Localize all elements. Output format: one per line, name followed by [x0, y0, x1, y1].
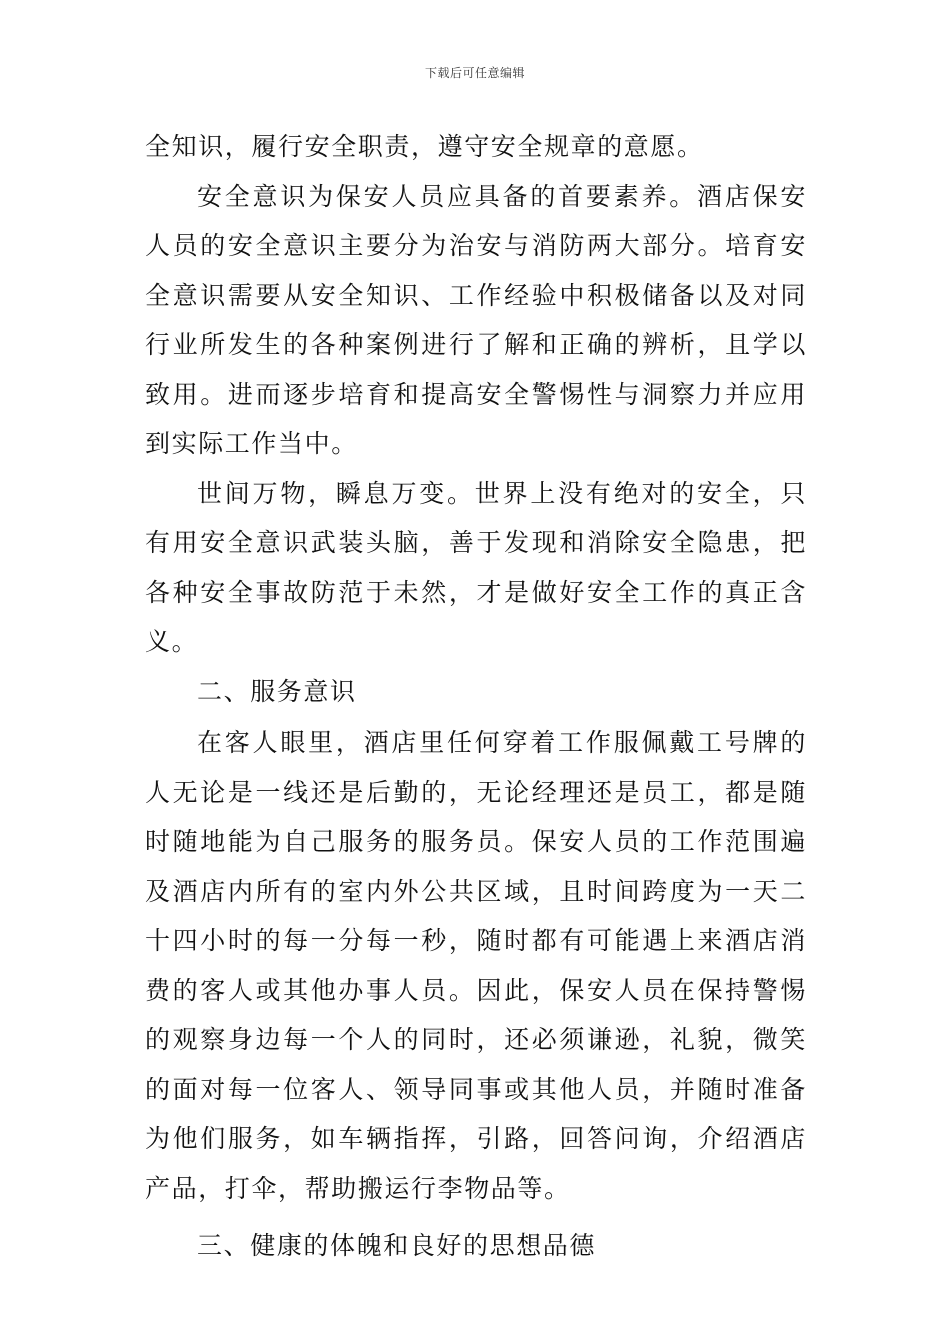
paragraph-safety-meaning: 世间万物，瞬息万变。世界上没有绝对的安全，只有用安全意识武装头脑，善于发现和消除安全隐患，把各种安全事故防范于未然，才是做好安全工作的真正含义。 [145, 478, 807, 656]
paragraph-continuation: 全知识，履行安全职责，遵守安全规章的意愿。 [145, 132, 704, 161]
paragraph-safety-awareness: 安全意识为保安人员应具备的首要素养。酒店保安人员的安全意识主要分为治安与消防两大部分。培育安全意识需要从安全知识、工作经验中积极储备以及对同行业所发生的各种案例进行了解和正确的辨析，且学以致用。进而逐步培育和提高安全警惕性与洞察力并应用到实际工作当中。 [145, 181, 807, 458]
paragraph-service-awareness: 在客人眼里，酒店里任何穿着工作服佩戴工号牌的人无论是一线还是后勤的，无论经理还是员工，都是随时随地能为自己服务的服务员。保安人员的工作范围遍及酒店内所有的室内外公共区域，且时间跨度为一天二十四小时的每一分每一秒，随时都有可能遇上来酒店消费的客人或其他办事人员。因此，保安人员在保持警惕的观察身边每一个人的同时，还必须谦逊，礼貌，微笑的面对每一位客人、领导同事或其他人员，并随时准备为他们服务，如车辆指挥，引路，回答问询，介绍酒店产品，打伞，帮助搬运行李物品等。 [145, 728, 807, 1203]
section-heading-service-awareness: 二、服务意识 [197, 676, 357, 706]
section-heading-health-and-morality: 三、健康的体魄和良好的思想品德 [197, 1231, 597, 1260]
page-header: 下载后可任意编辑 [424, 66, 525, 80]
document-body [145, 122, 807, 1271]
